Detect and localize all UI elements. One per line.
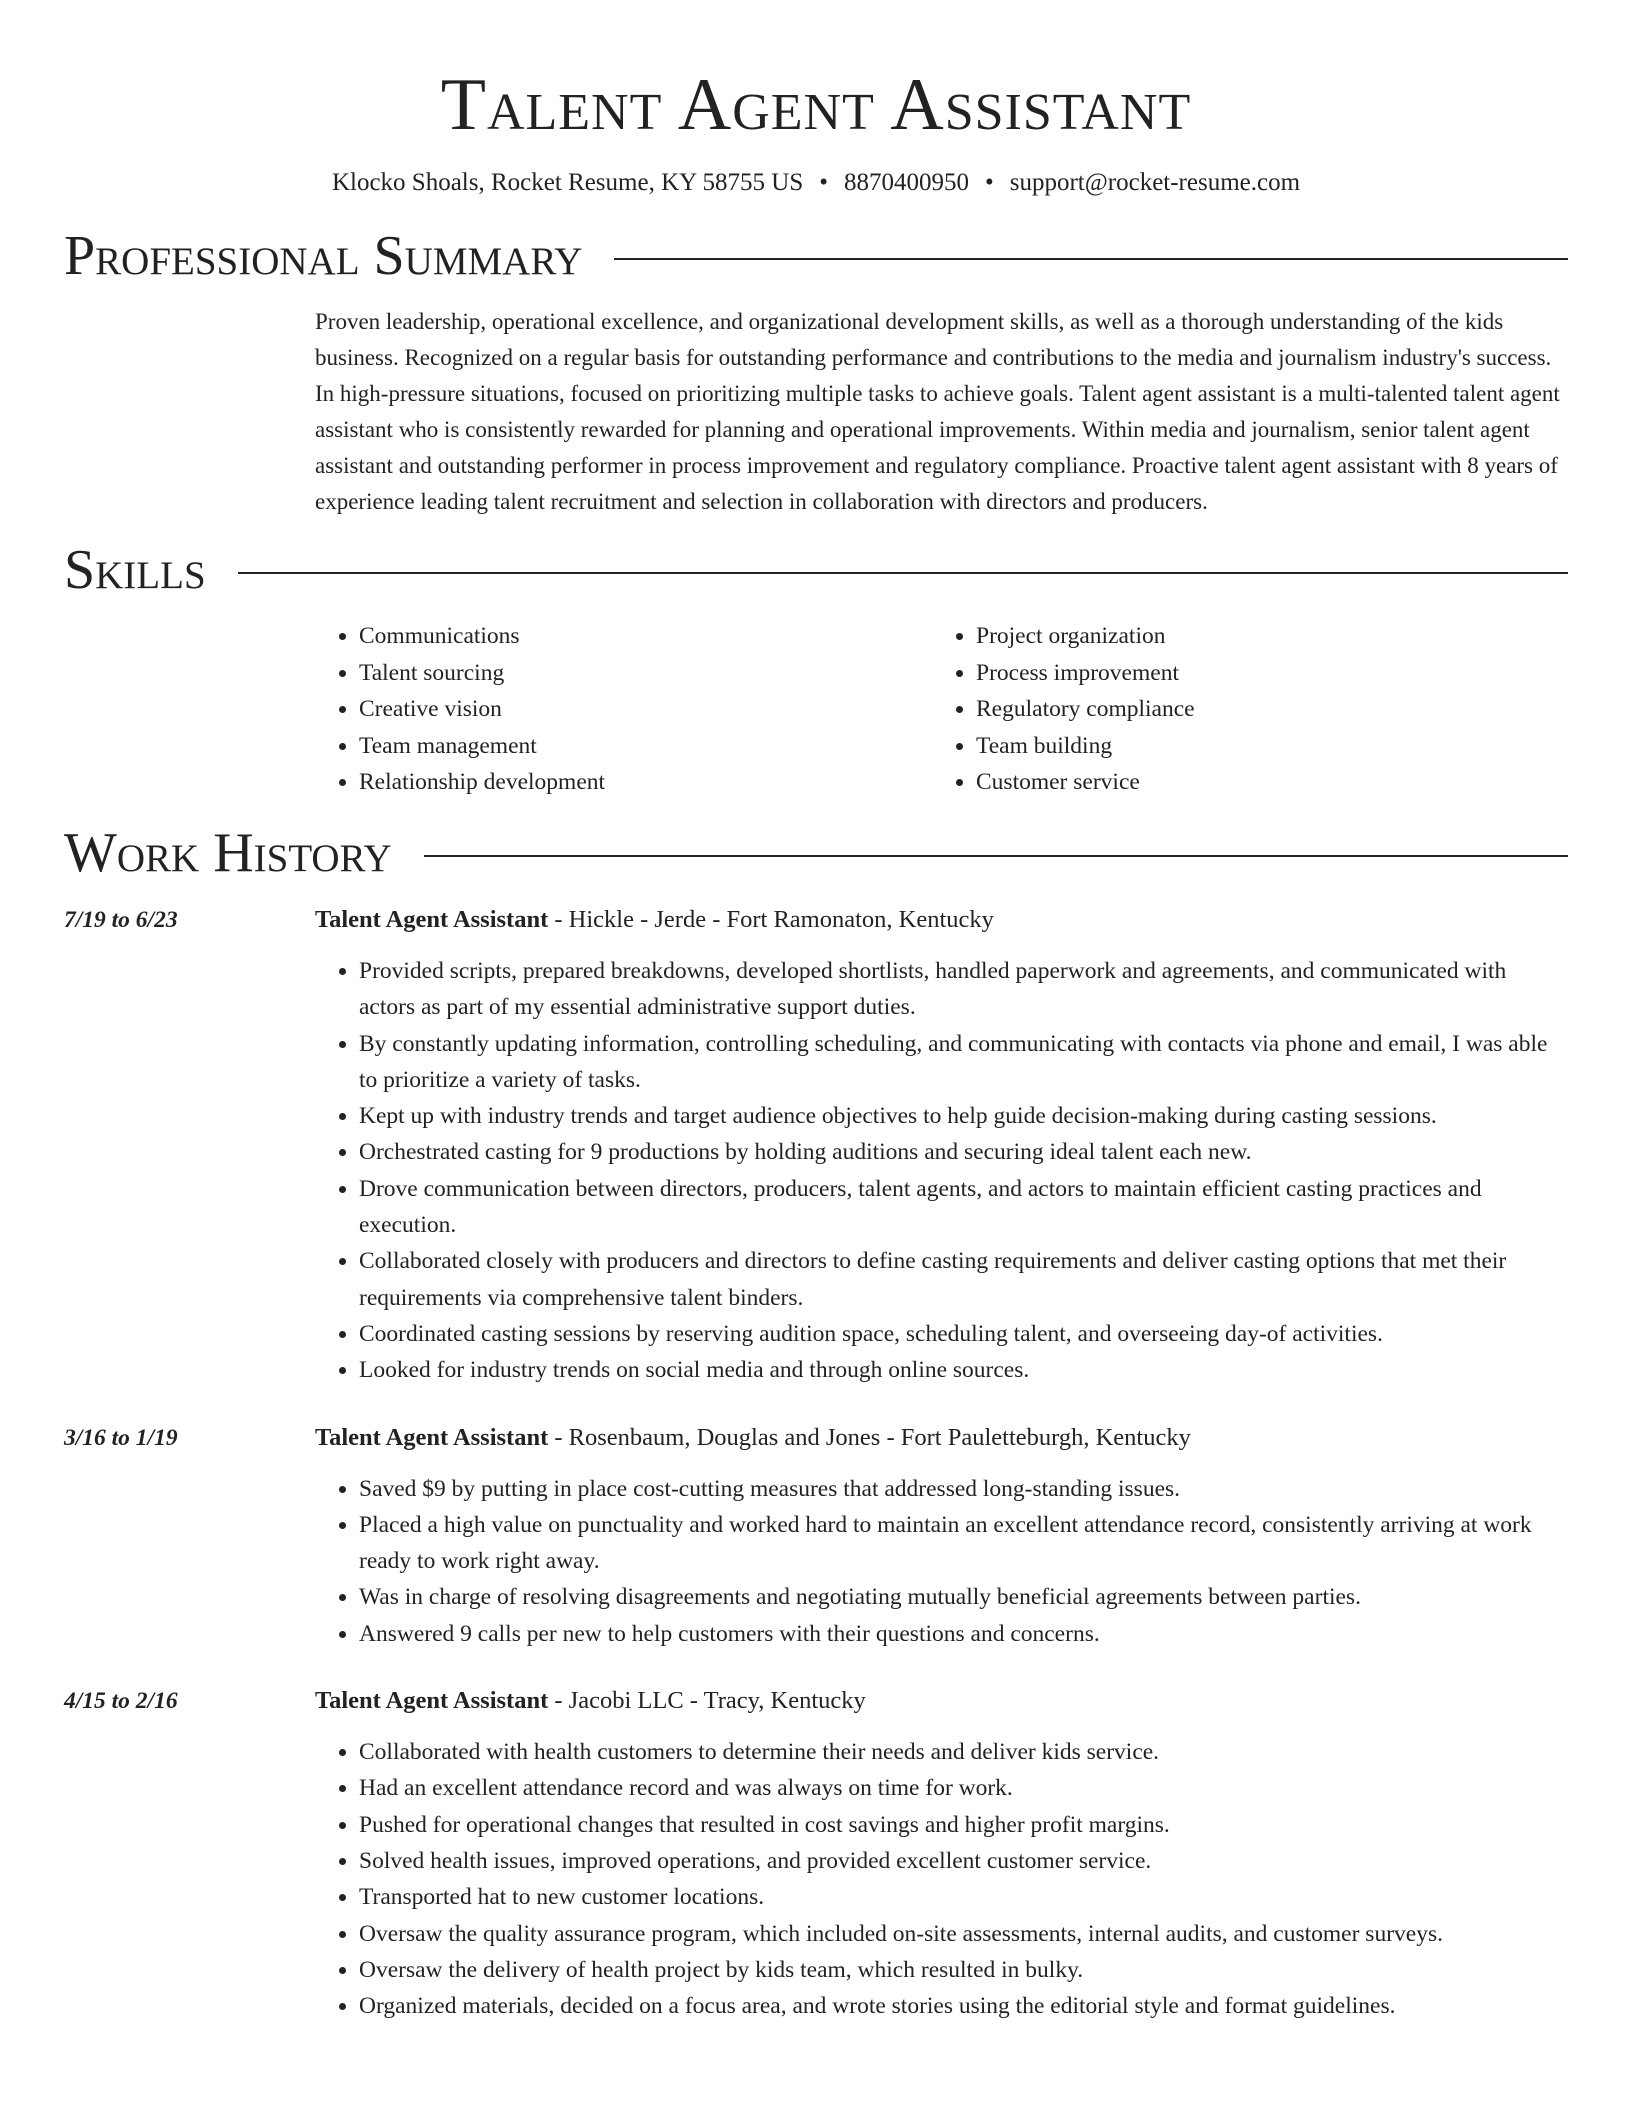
job-entry — [64, 903, 1568, 1389]
summary-text: Proven leadership, operational excellence, and organizational development skills, as well as a thorough understanding of the kids business. Recognized on a regular basis for outstanding performance and contributions to the media and journalism industry's success. In high-pressure situations, focused on prioritizing multiple tasks to achieve goals. Talent agent assistant is a multi-talented talent agent assistant who is consistently rewarded for planning and operational improvements. Within media and journalism, senior talent agent assistant and outstanding performer in process improvement and regulatory compliance. Proactive talent agent assistant with 8 years of experience leading talent recruitment and selection in collaboration with directors and producers. — [315, 309, 1560, 514]
job-title-line — [315, 903, 1568, 937]
skill-item: • Team management — [359, 728, 932, 765]
job-bullet: • Provided scripts, prepared breakdowns, developed shortlists, handled paperwork and agreements, and communicated with actors as part of my essential administrative support duties. — [359, 953, 1568, 1026]
skill-item: • Regulatory compliance — [976, 691, 1549, 728]
contact-address: Klocko Shoals, Rocket Resume, KY 58755 US — [331, 169, 804, 196]
summary-section-header — [64, 224, 1568, 288]
job-dates: 4/15 to 2/16 — [64, 1688, 178, 1715]
job-bullet: • Had an excellent attendance record and was always on time for work. — [359, 1770, 1568, 1806]
job-body — [315, 903, 1568, 1389]
skill-item: • Project organization — [976, 618, 1549, 655]
job-dates: 7/19 to 6/23 — [64, 906, 178, 933]
resume-page — [64, 0, 1568, 2024]
skill-item: • Team building — [976, 728, 1549, 765]
job-bullet: • Placed a high value on punctuality and worked hard to maintain an excellent attendance record, consistently arriving at work ready to work right away. — [359, 1507, 1568, 1580]
skills-section-header — [64, 538, 1568, 602]
job-bullet: • Kept up with industry trends and target audience objectives to help guide decision-making during casting sessions. — [359, 1098, 1568, 1134]
job-bullet: • Answered 9 calls per new to help customers with their questions and concerns. — [359, 1616, 1568, 1652]
job-bullet: • Saved $9 by putting in place cost-cutting measures that addressed long-standing issues. — [359, 1471, 1568, 1507]
skill-item: • Creative vision — [359, 691, 932, 728]
contact-separator: • — [984, 169, 994, 196]
job-details: - Rosenbaum, Douglas and Jones - Fort Pauletteburgh, Kentucky — [554, 1423, 1191, 1451]
skills-column-left — [315, 618, 932, 801]
skills-list — [315, 618, 1568, 801]
skill-item: • Relationship development — [359, 764, 932, 801]
job-dates: 3/16 to 1/19 — [64, 1424, 178, 1451]
job-details: - Jacobi LLC - Tracy, Kentucky — [554, 1687, 866, 1715]
contact-line — [64, 168, 1568, 198]
job-details: - Hickle - Jerde - Fort Ramonaton, Kentucky — [554, 905, 994, 933]
summary-heading: Professional Summary — [64, 225, 583, 287]
job-bullets — [315, 1734, 1568, 2024]
job-bullet: • Oversaw the delivery of health project by kids team, which resulted in bulky. — [359, 1952, 1568, 1988]
skill-item: • Customer service — [976, 764, 1549, 801]
work-heading: Work History — [64, 821, 392, 884]
job-bullet: • By constantly updating information, controlling scheduling, and communicating with contacts via phone and email, I was able to prioritize a variety of tasks. — [359, 1026, 1568, 1099]
contact-phone: 8870400950 — [843, 169, 969, 196]
job-entry — [64, 1684, 1568, 2024]
job-bullets — [315, 953, 1568, 1389]
skill-item: • Communications — [359, 618, 932, 655]
skills-column-right — [932, 618, 1549, 801]
job-body — [315, 1421, 1568, 1652]
job-bullet: • Orchestrated casting for 9 productions by holding auditions and securing ideal talent each new. — [359, 1134, 1568, 1170]
skill-item: • Process improvement — [976, 655, 1549, 692]
job-bullet: • Coordinated casting sessions by reserving audition space, scheduling talent, and overseeing day-of activities. — [359, 1316, 1568, 1352]
job-title: Talent Agent Assistant — [315, 1423, 549, 1451]
skill-item: • Talent sourcing — [359, 655, 932, 692]
work-section-header — [64, 821, 1568, 885]
job-bullet: • Looked for industry trends on social media and through online sources. — [359, 1352, 1568, 1388]
job-title-line — [315, 1684, 1568, 1718]
contact-email: support@rocket-resume.com — [1009, 169, 1301, 196]
job-bullet: • Drove communication between directors, producers, talent agents, and actors to maintain efficient casting practices and execution. — [359, 1171, 1568, 1244]
job-bullet: • Oversaw the quality assurance program, which included on-site assessments, internal audits, and customer surveys. — [359, 1916, 1568, 1952]
job-entry — [64, 1421, 1568, 1652]
job-bullets — [315, 1471, 1568, 1652]
job-bullet: • Pushed for operational changes that resulted in cost savings and higher profit margins. — [359, 1807, 1568, 1843]
contact-separator: • — [819, 169, 828, 196]
job-bullet: • Collaborated closely with producers and directors to define casting requirements and deliver casting options that met their requirements via comprehensive talent binders. — [359, 1243, 1568, 1316]
section-divider — [424, 855, 1568, 857]
job-bullet: • Transported hat to new customer locations. — [359, 1879, 1568, 1915]
job-title: Talent Agent Assistant — [315, 1687, 549, 1715]
skills-heading: Skills — [64, 539, 206, 601]
job-bullet: • Organized materials, decided on a focus area, and wrote stories using the editorial style and format guidelines. — [359, 1988, 1568, 2024]
job-bullet: • Was in charge of resolving disagreements and negotiating mutually beneficial agreements between parties. — [359, 1579, 1568, 1615]
job-title: Talent Agent Assistant — [315, 905, 549, 933]
candidate-name: Talent Agent Assistant — [440, 64, 1192, 146]
job-title-line — [315, 1421, 1568, 1455]
job-bullet: • Collaborated with health customers to determine their needs and deliver kids service. — [359, 1734, 1568, 1770]
job-bullet: • Solved health issues, improved operations, and provided excellent customer service. — [359, 1843, 1568, 1879]
section-divider — [614, 258, 1568, 260]
job-body — [315, 1684, 1568, 2024]
section-divider — [238, 572, 1568, 574]
